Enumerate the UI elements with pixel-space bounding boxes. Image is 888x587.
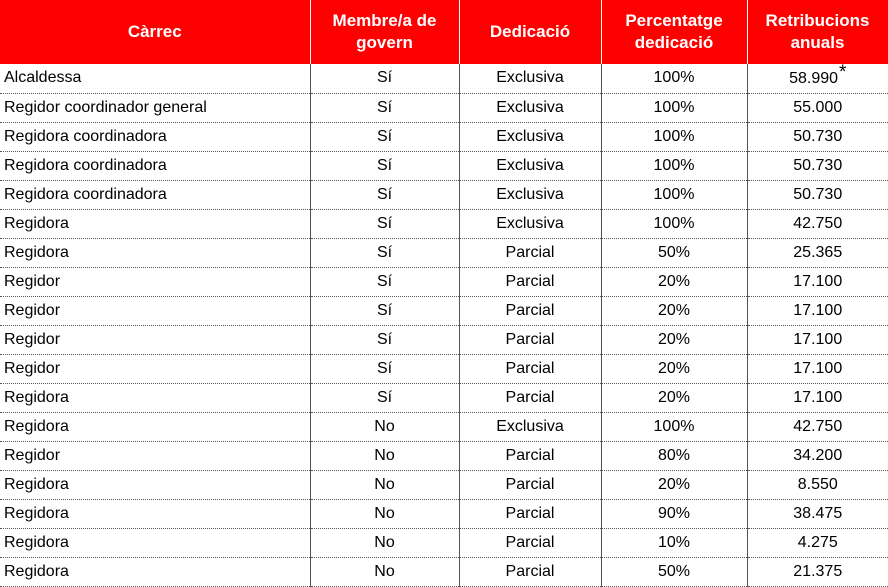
cell-membre-govern: Sí [310, 325, 459, 354]
header-retribucions-line2: anuals [790, 33, 845, 52]
cell-dedicacio: Parcial [459, 499, 601, 528]
table-row [0, 64, 888, 93]
cell-carrec: Regidora [0, 209, 310, 238]
retribucio-value: 38.475 [793, 504, 843, 522]
cell-membre-govern: Sí [310, 180, 459, 209]
table-body [0, 64, 888, 586]
cell-membre-govern: Sí [310, 64, 459, 93]
retribucio-value: 8.550 [797, 475, 838, 493]
cell-carrec: Regidora [0, 412, 310, 441]
cell-percentatge: 100% [601, 412, 747, 441]
cell-dedicacio: Parcial [459, 470, 601, 499]
cell-membre-govern: Sí [310, 209, 459, 238]
table-row [0, 383, 888, 412]
cell-carrec: Regidor [0, 354, 310, 383]
table-row [0, 93, 888, 122]
cell-carrec: Regidor [0, 267, 310, 296]
cell-retribucio [747, 296, 888, 325]
table-row [0, 325, 888, 354]
cell-carrec: Regidora [0, 383, 310, 412]
retribucio-value: 50.730 [793, 156, 843, 174]
cell-percentatge: 50% [601, 557, 747, 586]
cell-dedicacio: Exclusiva [459, 64, 601, 93]
table-row [0, 267, 888, 296]
cell-retribucio [747, 412, 888, 441]
cell-retribucio [747, 151, 888, 180]
cell-dedicacio: Parcial [459, 325, 601, 354]
cell-carrec: Regidora [0, 499, 310, 528]
cell-carrec: Regidora coordinadora [0, 122, 310, 151]
cell-carrec: Regidora [0, 470, 310, 499]
cell-membre-govern: No [310, 412, 459, 441]
table-row [0, 296, 888, 325]
cell-carrec: Regidora [0, 528, 310, 557]
cell-retribucio [747, 267, 888, 296]
retribucio-value: 42.750 [793, 214, 843, 232]
cell-carrec: Regidora [0, 557, 310, 586]
header-membre-line1: Membre/a de [332, 11, 437, 30]
cell-dedicacio: Exclusiva [459, 412, 601, 441]
cell-dedicacio: Parcial [459, 557, 601, 586]
table-header [0, 0, 888, 64]
cell-membre-govern: No [310, 470, 459, 499]
header-dedicacio-label: Dedicació [489, 22, 571, 41]
table-row [0, 470, 888, 499]
cell-carrec: Regidor [0, 325, 310, 354]
header-percentatge-line2: dedicació [634, 33, 714, 52]
cell-percentatge: 100% [601, 122, 747, 151]
table-row [0, 412, 888, 441]
table-row [0, 557, 888, 586]
header-membre-line2: govern [356, 33, 413, 52]
cell-percentatge: 80% [601, 441, 747, 470]
cell-retribucio [747, 441, 888, 470]
cell-membre-govern: Sí [310, 296, 459, 325]
cell-membre-govern: No [310, 441, 459, 470]
table-row [0, 180, 888, 209]
cell-percentatge: 100% [601, 180, 747, 209]
cell-dedicacio: Exclusiva [459, 180, 601, 209]
table-row [0, 238, 888, 267]
cell-membre-govern: Sí [310, 238, 459, 267]
cell-retribucio [747, 470, 888, 499]
cell-carrec: Regidor coordinador general [0, 93, 310, 122]
cell-percentatge: 50% [601, 238, 747, 267]
cell-dedicacio: Parcial [459, 528, 601, 557]
cell-dedicacio: Exclusiva [459, 93, 601, 122]
cell-dedicacio: Parcial [459, 296, 601, 325]
header-percentatge [601, 0, 747, 64]
retribucio-value: 25.365 [793, 243, 843, 261]
retribucio-value: 21.375 [793, 562, 843, 580]
header-retribucions [747, 0, 888, 64]
cell-percentatge: 20% [601, 470, 747, 499]
cell-retribucio [747, 238, 888, 267]
cell-dedicacio: Parcial [459, 238, 601, 267]
retribucio-value: 17.100 [793, 330, 843, 348]
cell-retribucio [747, 557, 888, 586]
table-row [0, 528, 888, 557]
cell-percentatge: 100% [601, 209, 747, 238]
header-percentatge-line1: Percentatge [625, 11, 723, 30]
cell-retribucio [747, 122, 888, 151]
retribucio-value: 50.730 [793, 185, 843, 203]
cell-percentatge: 20% [601, 267, 747, 296]
cell-membre-govern: Sí [310, 122, 459, 151]
cell-membre-govern: Sí [310, 383, 459, 412]
retribucio-value: 55.000 [793, 98, 843, 116]
cell-dedicacio: Parcial [459, 267, 601, 296]
cell-membre-govern: Sí [310, 151, 459, 180]
cell-retribucio [747, 528, 888, 557]
cell-membre-govern: Sí [310, 354, 459, 383]
cell-carrec: Alcaldessa [0, 64, 310, 93]
retribucio-value: 58.990 [789, 70, 839, 88]
cell-dedicacio: Exclusiva [459, 122, 601, 151]
cell-retribucio [747, 180, 888, 209]
retribucio-value: 34.200 [793, 446, 843, 464]
cell-retribucio [747, 93, 888, 122]
cell-membre-govern: Sí [310, 267, 459, 296]
cell-percentatge: 10% [601, 528, 747, 557]
cell-retribucio [747, 354, 888, 383]
cell-membre-govern: No [310, 528, 459, 557]
cell-retribucio [747, 383, 888, 412]
retribucio-value: 50.730 [793, 127, 843, 145]
table-row [0, 441, 888, 470]
cell-percentatge: 20% [601, 296, 747, 325]
table-row [0, 209, 888, 238]
header-membre-govern [310, 0, 459, 64]
cell-carrec: Regidora [0, 238, 310, 267]
header-dedicacio [459, 0, 601, 64]
footnote-asterisk: * [839, 62, 847, 84]
cell-dedicacio: Exclusiva [459, 209, 601, 238]
table-row [0, 354, 888, 383]
cell-percentatge: 20% [601, 383, 747, 412]
cell-dedicacio: Parcial [459, 383, 601, 412]
cell-membre-govern: Sí [310, 93, 459, 122]
cell-dedicacio: Parcial [459, 354, 601, 383]
retribucio-value: 4.275 [797, 533, 838, 551]
cell-dedicacio: Parcial [459, 441, 601, 470]
retribucio-value: 17.100 [793, 359, 843, 377]
cell-carrec: Regidora coordinadora [0, 151, 310, 180]
cell-carrec: Regidora coordinadora [0, 180, 310, 209]
cell-percentatge: 20% [601, 325, 747, 354]
cell-percentatge: 100% [601, 93, 747, 122]
cell-dedicacio: Exclusiva [459, 151, 601, 180]
retribucio-value: 17.100 [793, 272, 843, 290]
header-row [0, 0, 888, 64]
header-carrec-label: Càrrec [127, 22, 182, 41]
cell-percentatge: 20% [601, 354, 747, 383]
header-carrec [0, 0, 310, 64]
cell-retribucio [747, 209, 888, 238]
retribucio-value: 17.100 [793, 388, 843, 406]
cell-retribucio [747, 499, 888, 528]
cell-carrec: Regidor [0, 441, 310, 470]
cell-membre-govern: No [310, 499, 459, 528]
cell-percentatge: 100% [601, 151, 747, 180]
cell-retribucio [747, 325, 888, 354]
table-row [0, 122, 888, 151]
cell-carrec: Regidor [0, 296, 310, 325]
retribucio-value: 17.100 [793, 301, 843, 319]
cell-membre-govern: No [310, 557, 459, 586]
cell-percentatge: 90% [601, 499, 747, 528]
retribucio-value: 42.750 [793, 417, 843, 435]
table-row [0, 151, 888, 180]
cell-percentatge: 100% [601, 64, 747, 93]
table-row [0, 499, 888, 528]
header-retribucions-line1: Retribucions [765, 11, 870, 30]
cell-retribucio [747, 64, 888, 93]
